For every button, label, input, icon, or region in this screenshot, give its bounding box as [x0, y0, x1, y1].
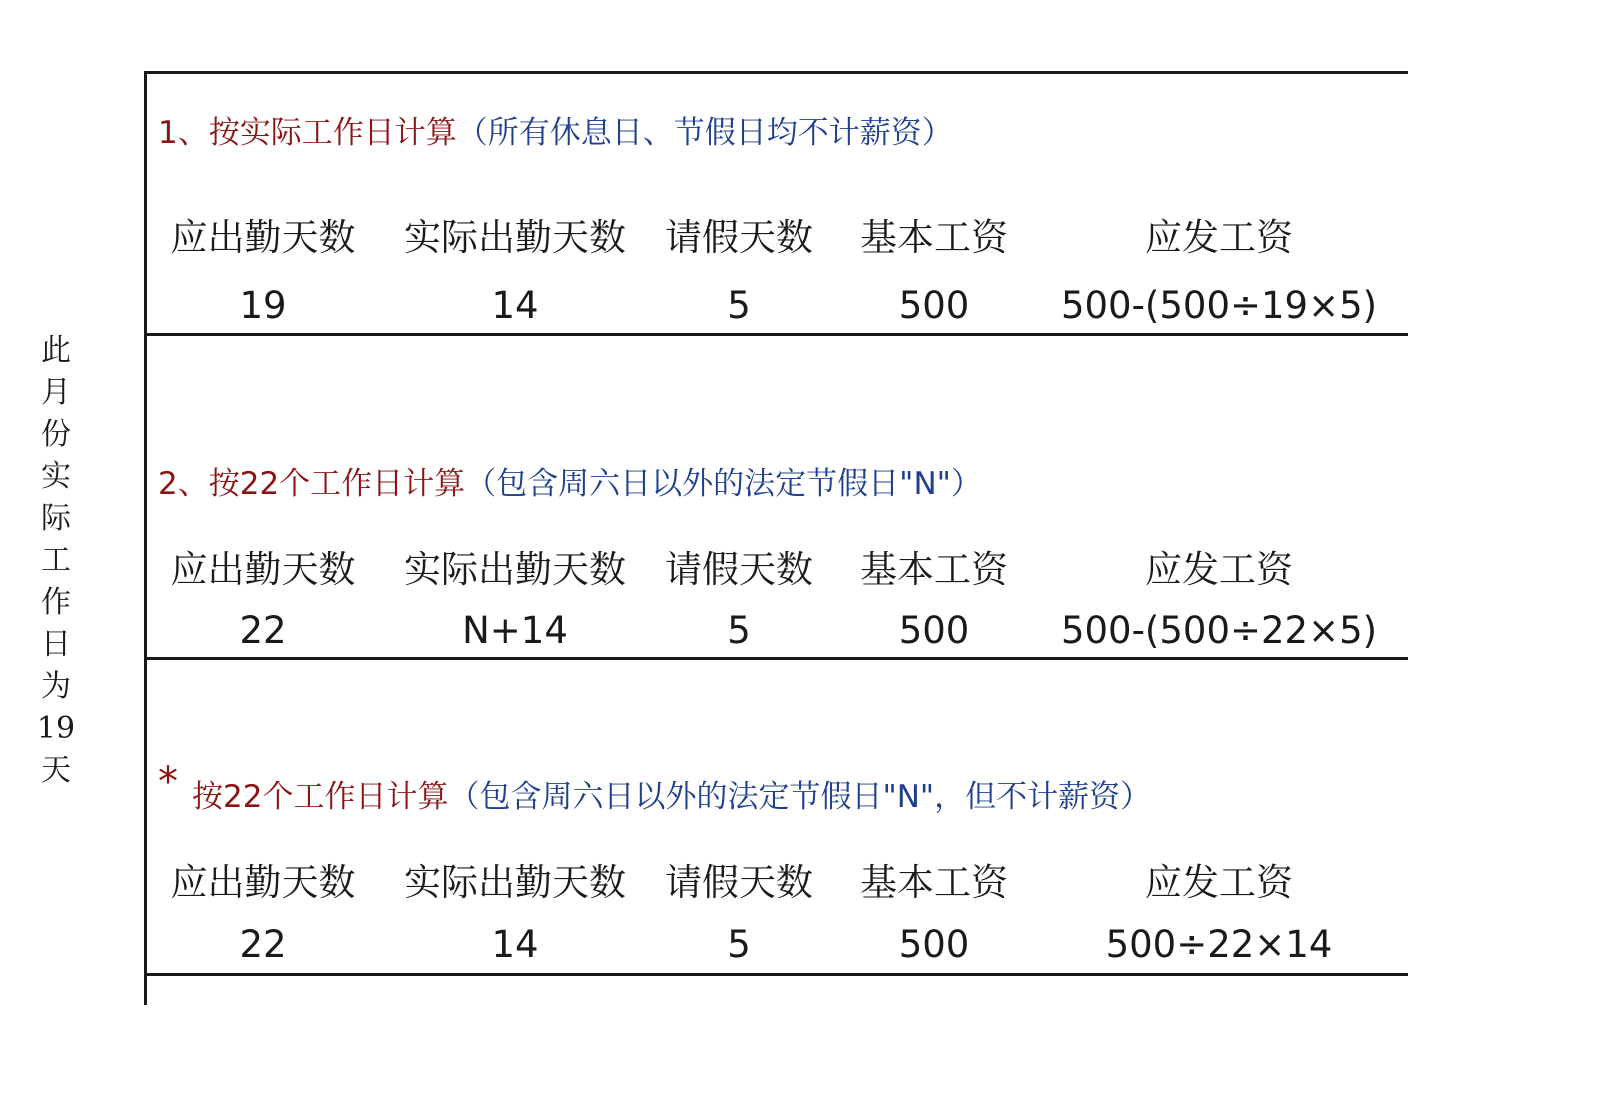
- side-char: 天: [41, 753, 71, 788]
- value-base-salary: 500: [898, 609, 970, 652]
- header-base-salary: 基本工资: [860, 861, 1008, 904]
- header-actual-days: 实际出勤天数: [404, 548, 626, 591]
- section-title: 按22个工作日计算: [208, 466, 466, 502]
- header-leave-days: 请假天数: [665, 861, 813, 904]
- header-leave-days: 请假天数: [665, 548, 813, 591]
- value-base-salary: 500: [898, 923, 970, 966]
- asterisk-marker: *: [158, 759, 178, 805]
- value-leave-days: 5: [727, 923, 751, 966]
- side-label: [36, 330, 76, 792]
- value-payable-salary: 500-(500÷19×5): [1060, 284, 1378, 327]
- section-note: （所有休息日、节假日均不计薪资）: [456, 115, 953, 151]
- header-required-days: 应出勤天数: [170, 216, 356, 259]
- side-char: 实: [41, 459, 71, 494]
- section-divider: [144, 657, 1408, 660]
- section-number: 2、: [158, 466, 209, 502]
- section-divider: [144, 333, 1408, 336]
- header-actual-days: 实际出勤天数: [404, 861, 626, 904]
- value-required-days: 22: [239, 923, 287, 966]
- value-base-salary: 500: [898, 284, 970, 327]
- side-char: 此: [41, 333, 71, 368]
- section-title: 按22个工作日计算: [192, 779, 449, 815]
- side-char: 份: [41, 417, 71, 452]
- value-payable-salary: 500÷22×14: [1105, 923, 1333, 966]
- header-payable-salary: 应发工资: [1145, 216, 1293, 259]
- section-divider: [144, 973, 1408, 976]
- header-required-days: 应出勤天数: [170, 548, 356, 591]
- salary-table-frame: [144, 71, 1408, 1005]
- section-note: （包含周六日以外的法定节假日"N"）: [465, 466, 982, 502]
- header-base-salary: 基本工资: [860, 548, 1008, 591]
- value-actual-days: N+14: [462, 609, 568, 652]
- header-payable-salary: 应发工资: [1145, 861, 1293, 904]
- header-actual-days: 实际出勤天数: [404, 216, 626, 259]
- side-char: 为: [41, 669, 71, 704]
- header-base-salary: 基本工资: [860, 216, 1008, 259]
- header-required-days: 应出勤天数: [170, 861, 356, 904]
- side-char: 日: [41, 627, 71, 662]
- section-number: 1、: [158, 115, 209, 151]
- value-leave-days: 5: [727, 284, 751, 327]
- section-heading: [158, 759, 1152, 817]
- side-char: 际: [41, 501, 71, 536]
- side-char: 工: [41, 543, 71, 578]
- top-rule: [144, 71, 1408, 74]
- value-required-days: 22: [239, 609, 287, 652]
- header-payable-salary: 应发工资: [1145, 548, 1293, 591]
- value-leave-days: 5: [727, 609, 751, 652]
- section-title: 按实际工作日计算: [208, 115, 457, 151]
- section-heading: [158, 107, 953, 152]
- side-char: 作: [41, 585, 71, 620]
- side-char: 19: [36, 711, 76, 746]
- side-char: 月: [41, 375, 71, 410]
- value-required-days: 19: [239, 284, 287, 327]
- value-actual-days: 14: [491, 284, 539, 327]
- value-payable-salary: 500-(500÷22×5): [1060, 609, 1378, 652]
- section-heading: [158, 458, 982, 503]
- header-leave-days: 请假天数: [665, 216, 813, 259]
- section-note: （包含周六日以外的法定节假日"N"，但不计薪资）: [448, 779, 1152, 815]
- left-rule: [144, 71, 147, 1005]
- value-actual-days: 14: [491, 923, 539, 966]
